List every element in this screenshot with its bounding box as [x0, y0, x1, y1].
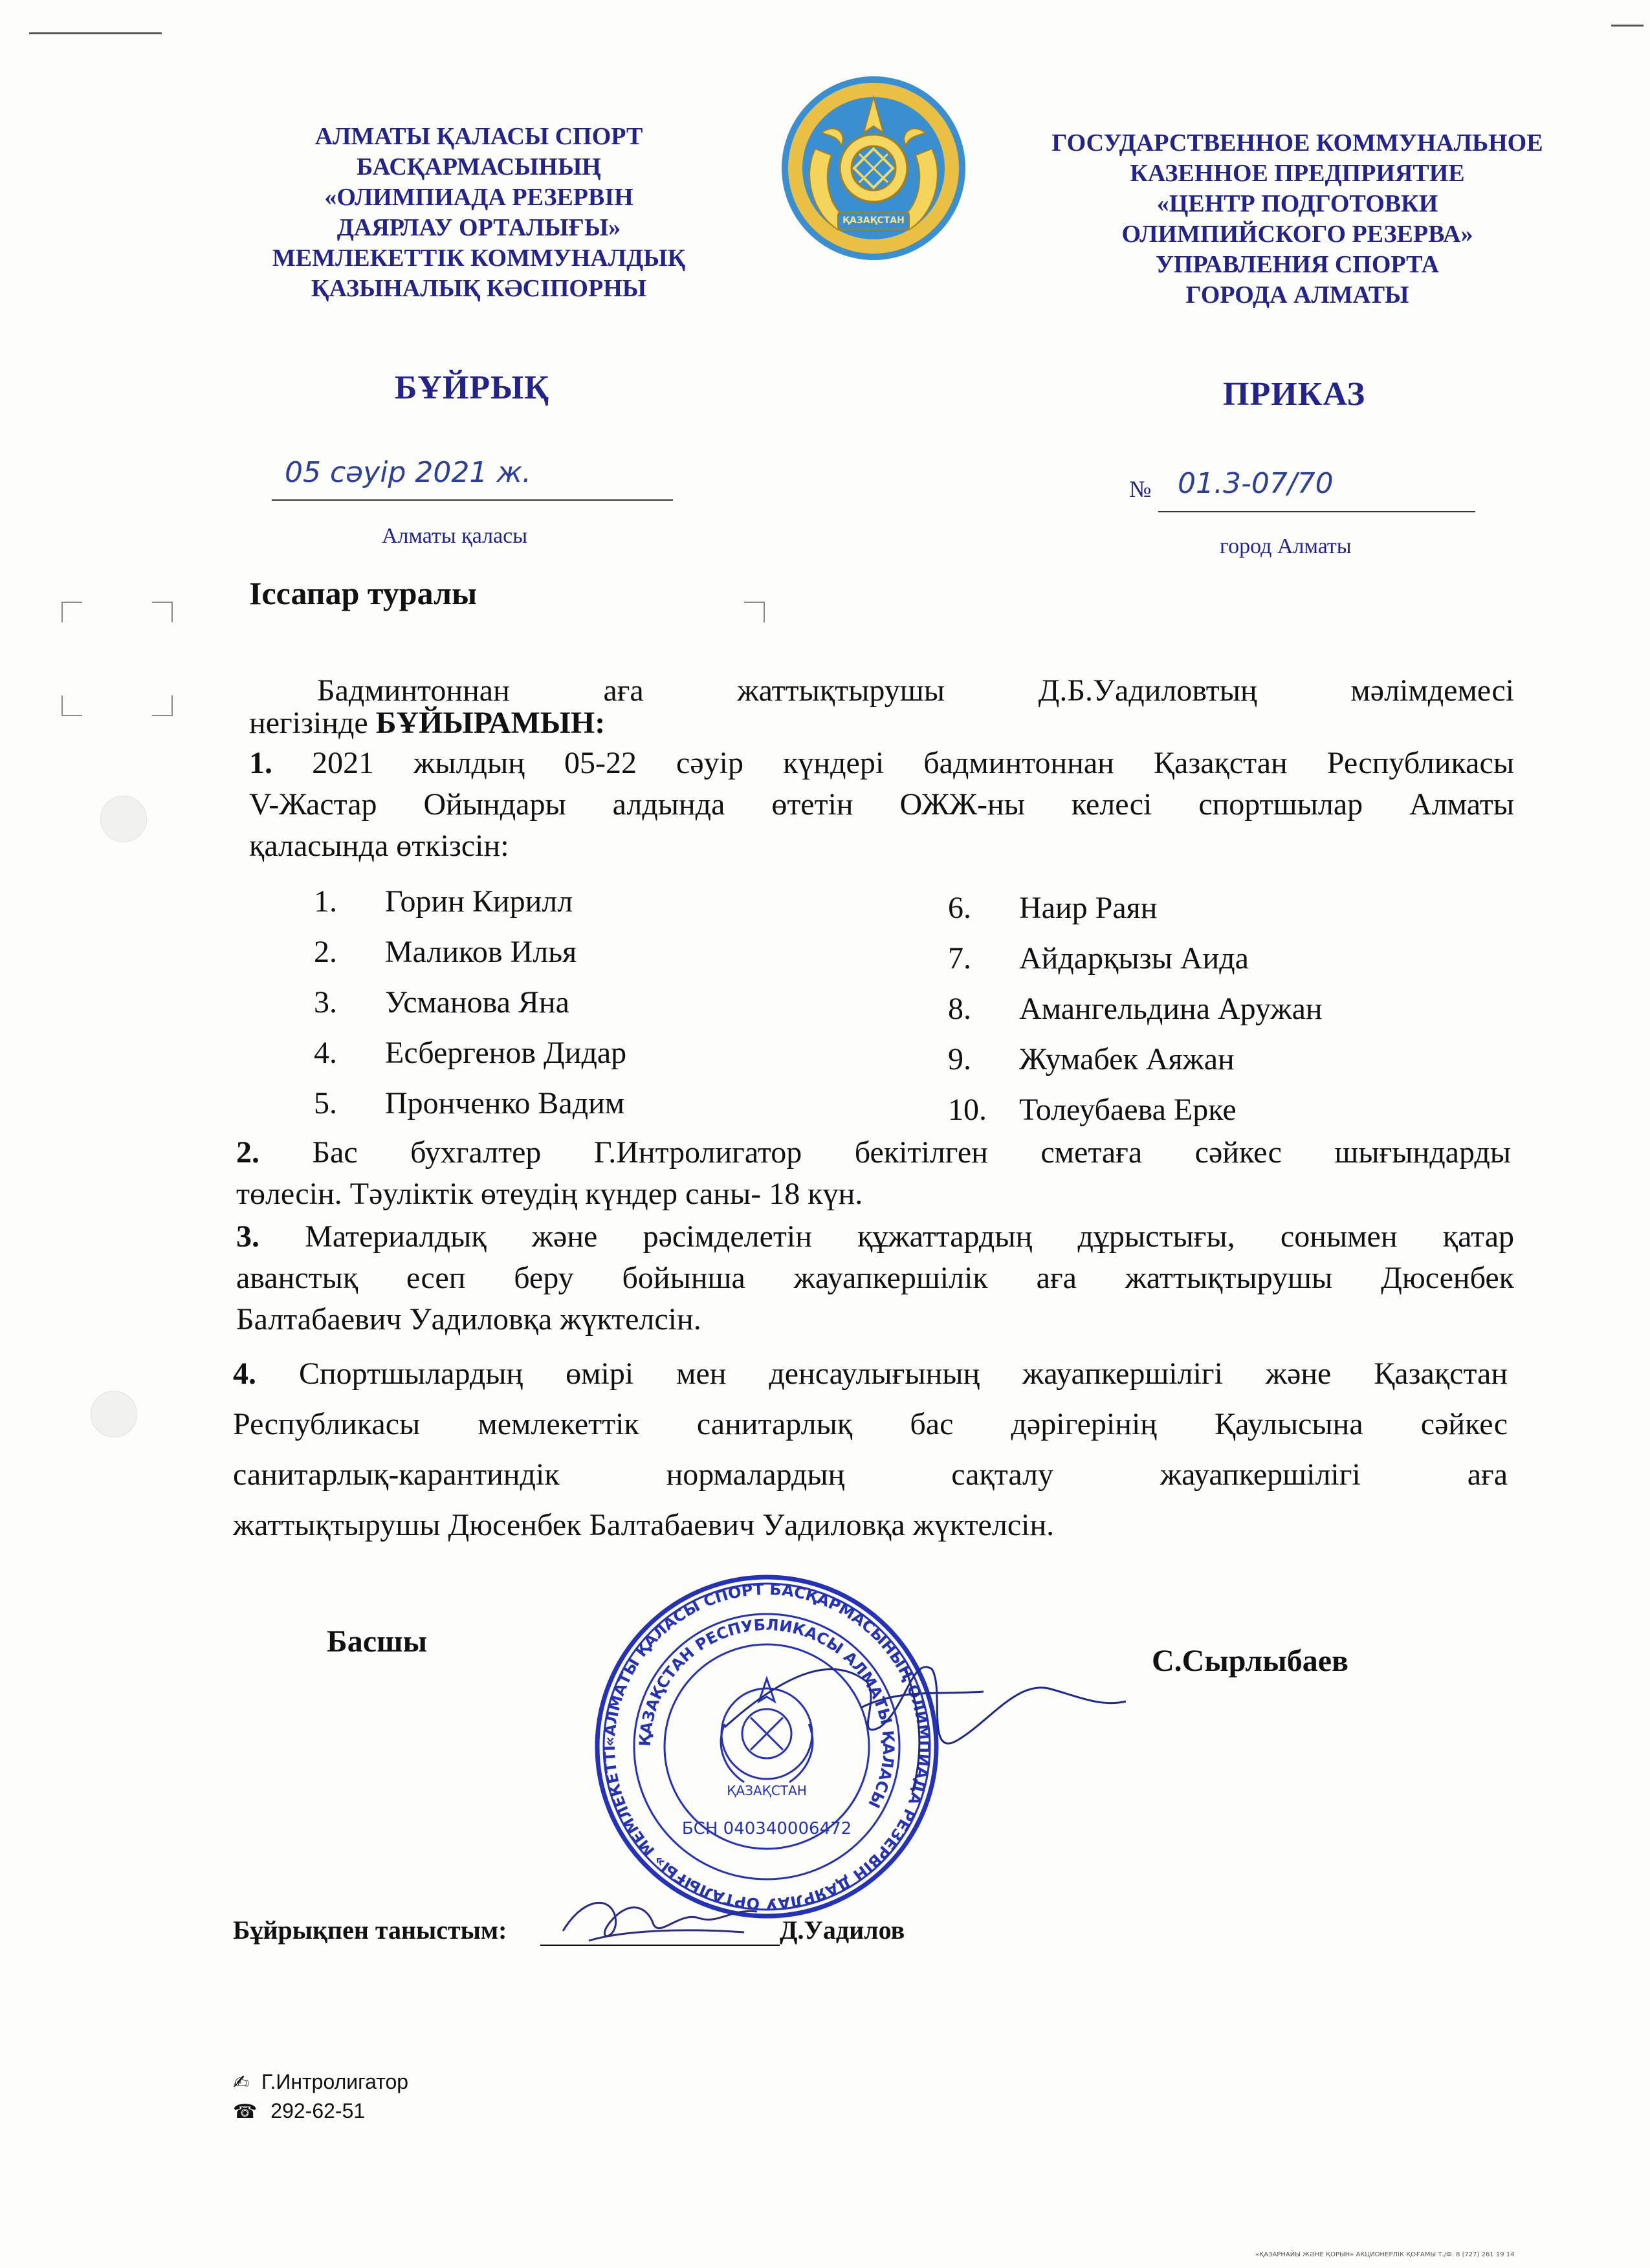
stamp-outer-text: «АЛМАТЫ ҚАЛАСЫ СПОРТ БАСҚАРМАСЫНЫҢ ОЛИМПИАДА РЕЗЕРВІН ДАЯРЛАУ ОРТАЛЫҒЫ» МЕМЛЕКЕТТІ: [600, 1580, 934, 1914]
athlete-item: [314, 1028, 626, 1078]
paragraph-number: 2.: [236, 1135, 259, 1170]
phone-icon: ☎: [233, 2101, 258, 2122]
athlete-name: Усманова Яна: [385, 985, 569, 1020]
paragraph-line: санитарлық-карантиндік нормалардың сақталу жауапкершілігі аға: [233, 1457, 1508, 1492]
org-name-line: ГОРОДА АЛМАТЫ: [1185, 281, 1409, 309]
corner-mark: [744, 602, 765, 622]
org-name-line: ОЛИМПИЙСКОГО РЕЗЕРВА»: [1121, 221, 1473, 248]
director-signature: [712, 1630, 1132, 1811]
paragraph-2: [236, 1132, 1511, 1215]
order-title-kk: БҰЙРЫҚ: [395, 369, 549, 406]
phone-row: [233, 2099, 365, 2123]
athlete-number: 1.: [314, 884, 337, 919]
athlete-number: 3.: [314, 985, 337, 1020]
athlete-name: Горин Кирилл: [385, 884, 573, 919]
paragraph-line: 2021 жылдың 05-22 сәуір күндері бадминтоннан Қазақстан Республикасы: [312, 746, 1515, 780]
org-name-line: ГОСУДАРСТВЕННОЕ КОММУНАЛЬНОЕ: [1051, 129, 1543, 157]
athlete-number: 4.: [314, 1036, 337, 1070]
athlete-list-right: [948, 883, 1323, 1135]
number-prefix: №: [1129, 476, 1152, 502]
corner-mark: [152, 602, 173, 622]
paragraph-line: төлесін. Тәуліктік өтеудің күндер саны- 18 күн.: [236, 1177, 863, 1211]
paragraph-number: 1.: [249, 746, 272, 780]
city-ru: город Алматы: [1220, 534, 1352, 558]
athlete-name: Толеубаева Ерке: [1019, 1093, 1237, 1127]
org-name-line: «ОЛИМПИАДА РЕЗЕРВІН: [324, 184, 633, 211]
corner-mark: [61, 602, 82, 622]
state-emblem: [776, 71, 971, 265]
intro-prefix: негізінде: [249, 706, 368, 740]
org-name-line: УПРАВЛЕНИЯ СПОРТА: [1156, 251, 1439, 278]
order-number: 01.3-07/70: [1178, 467, 1334, 500]
corner-mark: [61, 695, 82, 716]
order-keyword: БҰЙЫРАМЫН:: [375, 706, 606, 740]
paragraph-1: [249, 743, 1514, 867]
athlete-item: [314, 977, 626, 1028]
athlete-name: Пронченко Вадим: [385, 1086, 625, 1120]
athlete-name: Жумабек Аяжан: [1019, 1042, 1235, 1076]
org-name-line: «ЦЕНТР ПОДГОТОВКИ: [1156, 190, 1438, 217]
stamp-center-text: ҚАЗАҚСТАН: [727, 1783, 807, 1798]
executor-row: [233, 2070, 408, 2094]
paragraph-line: Материалдық және рәсімделетін құжаттардың дұрыстығы, сонымен қатар: [305, 1219, 1515, 1254]
athlete-name: Наир Раян: [1019, 891, 1158, 925]
athlete-number: 6.: [948, 891, 971, 925]
athlete-number: 2.: [314, 935, 337, 969]
ack-label: Бұйрықпен таныстым:: [233, 1915, 507, 1945]
executor-name: Г.Интролигатор: [261, 2070, 409, 2093]
org-name-line: КАЗЕННОЕ ПРЕДПРИЯТИЕ: [1130, 160, 1465, 187]
org-name-line: АЛМАТЫ ҚАЛАСЫ СПОРТ: [314, 123, 643, 150]
city-kk: Алматы қаласы: [382, 524, 528, 548]
athlete-name: Амангельдина Аружан: [1019, 992, 1323, 1026]
phone-number: 292-62-51: [270, 2099, 366, 2122]
scan-edge-line: [1611, 25, 1644, 27]
athlete-number: 10.: [948, 1093, 987, 1127]
paragraph-number: 3.: [236, 1219, 259, 1254]
athlete-item: [314, 927, 626, 977]
stamp-bin: БСН 040340006472: [681, 1819, 852, 1838]
org-name-line: БАСҚАРМАСЫНЫҢ: [357, 153, 601, 180]
corner-mark: [152, 695, 173, 716]
org-name-line: МЕМЛЕКЕТТІК КОММУНАЛДЫҚ: [272, 245, 686, 272]
athlete-name: Айдарқызы Аида: [1019, 941, 1249, 976]
org-name-line: ДАЯРЛАУ ОРТАЛЫҒЫ»: [336, 214, 621, 241]
subject: Іссапар туралы: [249, 575, 478, 611]
order-date: 05 сәуір 2021 ж.: [285, 456, 532, 489]
athlete-number: 7.: [948, 941, 971, 976]
paragraph-line: Бас бухгалтер Г.Интролигатор бекітілген сметаға сәйкес шығындарды: [312, 1135, 1511, 1170]
org-name-line: ҚАЗЫНАЛЫҚ КӘСІПОРНЫ: [311, 275, 647, 302]
athlete-number: 9.: [948, 1042, 971, 1076]
org-name-kk: [233, 122, 725, 304]
print-note: «ҚАЗАРНАЙЫ ЖӘНЕ ҚОРЫН» АКЦИОНЕРЛІК ҚОҒАМЫ Т./Ф. 8 (727) 261 19 14: [1255, 2251, 1515, 2258]
paragraph-number: 4.: [233, 1357, 256, 1391]
paragraph-line: жаттықтырушы Дюсенбек Балтабаевич Уадиловқа жүктелсін.: [233, 1508, 1055, 1542]
pen-icon: ✍: [233, 2072, 250, 2093]
ack-signature: [550, 1886, 770, 1957]
ack-name: Д.Уадилов: [780, 1915, 905, 1945]
athlete-item: [314, 1078, 626, 1129]
athlete-item: [948, 883, 1323, 933]
athlete-item: [948, 1085, 1323, 1135]
paragraph-4: [233, 1349, 1508, 1551]
athlete-item: [948, 933, 1323, 984]
athlete-number: 8.: [948, 992, 971, 1026]
athlete-number: 5.: [314, 1086, 337, 1120]
org-name-ru: [1000, 128, 1595, 311]
order-title-ru: ПРИКАЗ: [1223, 376, 1366, 413]
intro-line-1: Бадминтоннан аға жаттықтырушы Д.Б.Уадиловтың мәлімдемесі: [317, 673, 1514, 708]
emblem-label: ҚАЗАҚСТАН: [842, 215, 905, 226]
paragraph-line: аванстық есеп беру бойынша жауапкершілік аға жаттықтырушы Дюсенбек: [236, 1261, 1514, 1295]
punch-hole: [91, 1391, 137, 1437]
paragraph-line: қаласында өткізсін:: [249, 829, 509, 863]
paragraph-line: Республикасы мемлекеттік санитарлық бас дәрігерінің Қаулысына сәйкес: [233, 1407, 1508, 1441]
intro-line-2: [249, 703, 605, 744]
stamp-inner-text: ҚАЗАҚСТАН РЕСПУБЛИКАСЫ АЛМАТЫ ҚАЛАСЫ: [635, 1615, 898, 1811]
paragraph-line: Спортшылардың өмірі мен денсаулығының жауапкершілігі және Қазақстан: [298, 1357, 1508, 1391]
athlete-item: [948, 984, 1323, 1034]
athlete-name: Есбергенов Дидар: [385, 1036, 627, 1070]
punch-hole: [100, 796, 147, 842]
athlete-item: [314, 877, 626, 927]
paragraph-line: V-Жастар Ойындары алдында өтетін ОЖЖ-ны келесі спортшылар Алматы: [249, 787, 1514, 822]
paragraph-3: [236, 1216, 1514, 1340]
athlete-name: Маликов Илья: [385, 935, 577, 969]
signatory-role: Басшы: [327, 1624, 428, 1659]
athlete-list-left: [314, 877, 626, 1129]
signatory-name: С.Сырлыбаев: [1152, 1644, 1348, 1678]
scan-edge-line: [29, 32, 162, 34]
athlete-item: [948, 1034, 1323, 1085]
paragraph-line: Балтабаевич Уадиловқа жүктелсін.: [236, 1302, 701, 1336]
